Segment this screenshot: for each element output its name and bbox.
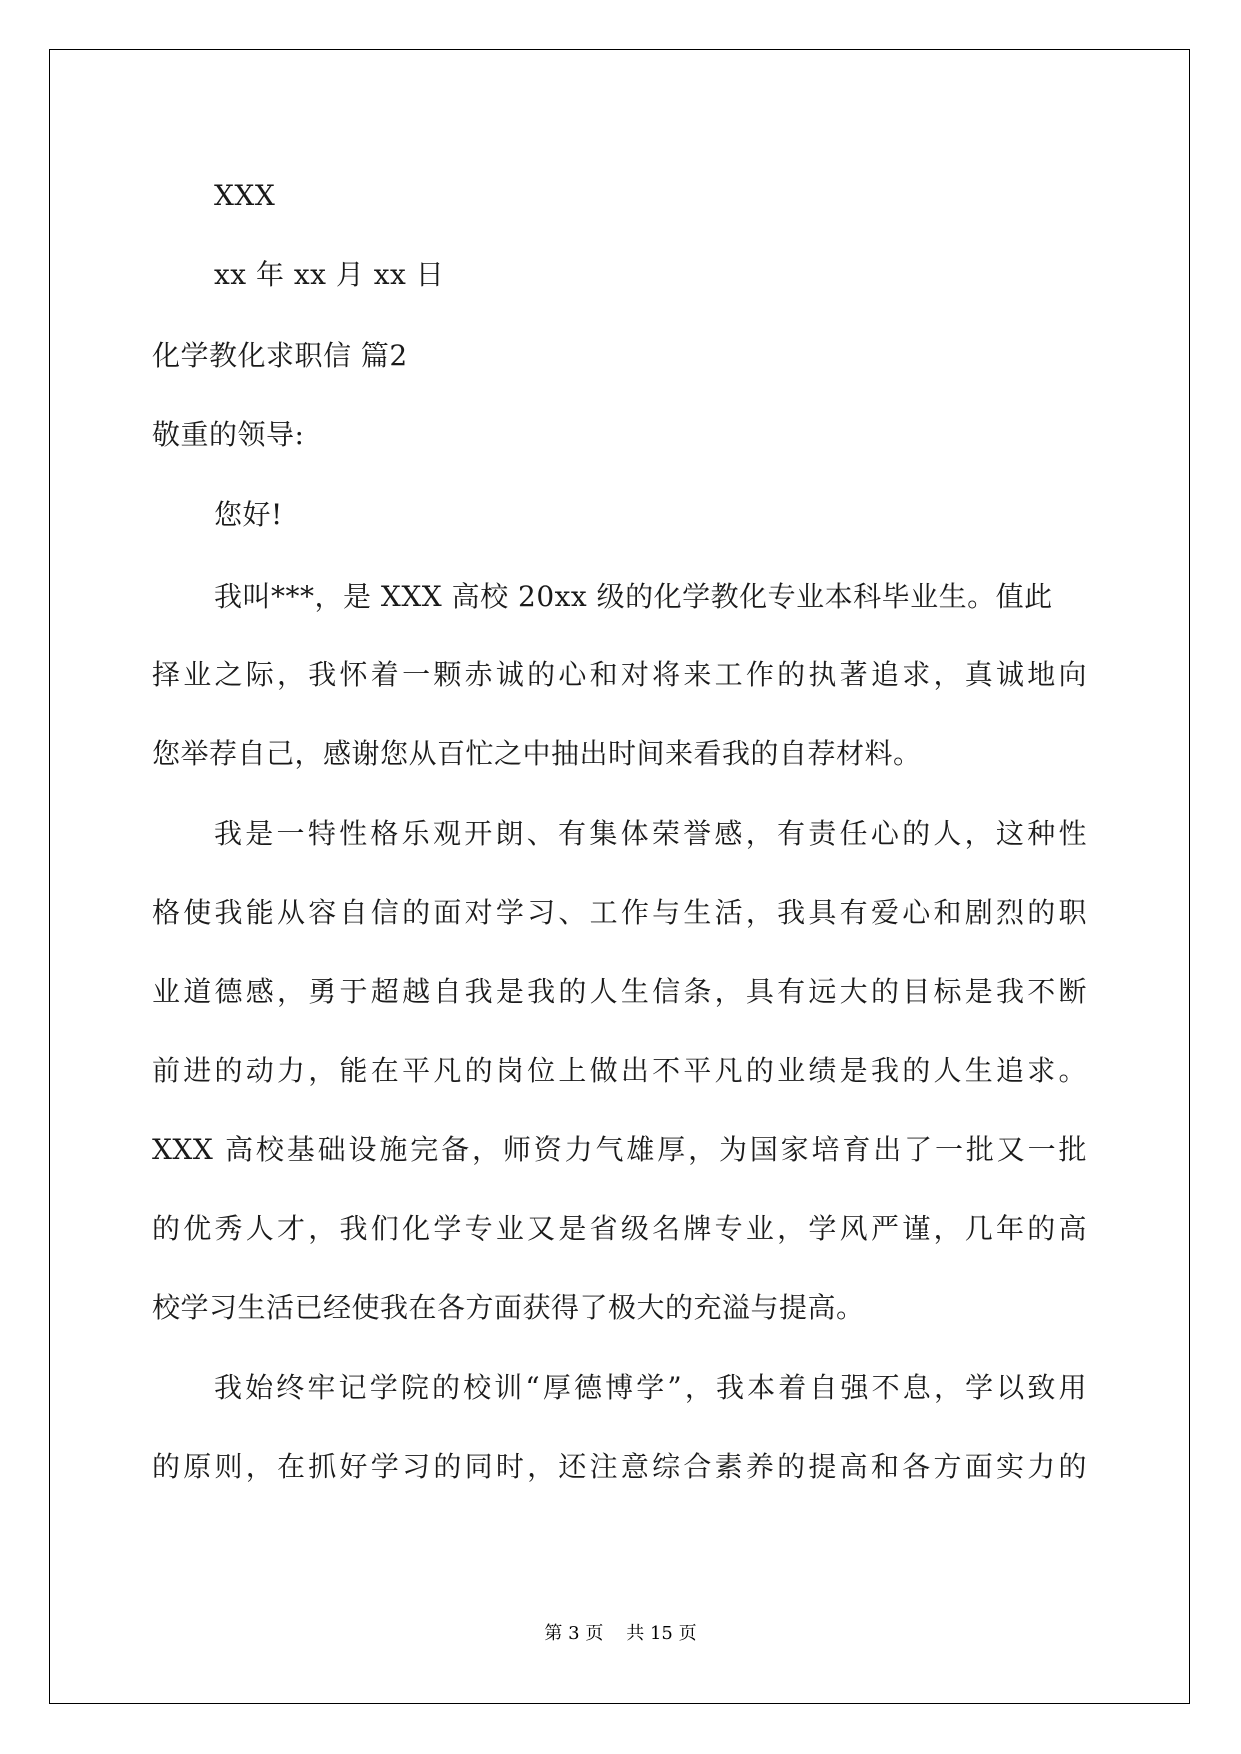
paragraph-2-line-4: 前进的动力，能在平凡的岗位上做出不平凡的业绩是我的人生追求。 (152, 1054, 1087, 1087)
section-title: 化学教化求职信 篇2 (152, 339, 408, 372)
page-footer (0, 1622, 1241, 1646)
paragraph-2-line-5: XXX 高校基础设施完备，师资力气雄厚，为国家培育出了一批又一批 (152, 1133, 1087, 1166)
paragraph-1-line-3: 您举荐自己，感谢您从百忙之中抽出时间来看我的自荐材料。 (152, 737, 922, 770)
greeting: 您好! (214, 498, 283, 531)
signature-name: XXX (214, 179, 276, 212)
paragraph-3-line-2: 的原则，在抓好学习的同时，还注意综合素养的提高和各方面实力的 (152, 1450, 1087, 1483)
paragraph-2-line-1: 我是一特性格乐观开朗、有集体荣誉感，有责任心的人，这种性 (214, 817, 1087, 850)
paragraph-1-line-2: 择业之际，我怀着一颗赤诚的心和对将来工作的执著追求，真诚地向 (152, 658, 1087, 691)
salutation: 敬重的领导: (152, 418, 305, 451)
signature-date: xx 年 xx 月 xx 日 (214, 258, 445, 291)
paragraph-2-line-7: 校学习生活已经使我在各方面获得了极大的充溢与提高。 (152, 1291, 865, 1324)
paragraph-2-line-3: 业道德感，勇于超越自我是我的人生信条，具有远大的目标是我不断 (152, 975, 1087, 1008)
paragraph-1-line-1: 我叫***，是 XXX 高校 20xx 级的化学教化专业本科毕业生。值此 (214, 580, 1053, 613)
total-pages: 共 15 页 (626, 1623, 697, 1644)
paragraph-2-line-2: 格使我能从容自信的面对学习、工作与生活，我具有爱心和剧烈的职 (152, 896, 1087, 929)
page-number: 第 3 页 (544, 1623, 604, 1644)
paragraph-2-line-6: 的优秀人才，我们化学专业又是省级名牌专业，学风严谨，几年的高 (152, 1212, 1087, 1245)
paragraph-3-line-1: 我始终牢记学院的校训“厚德博学”，我本着自强不息，学以致用 (214, 1371, 1087, 1404)
